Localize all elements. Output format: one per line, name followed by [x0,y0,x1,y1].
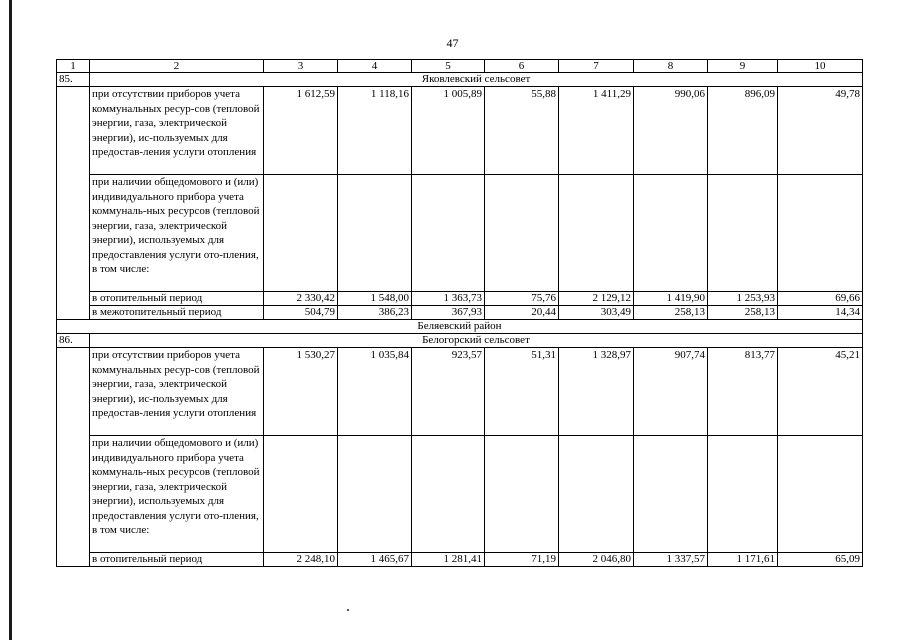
column-header: 3 [264,60,338,73]
table-cell: 2 129,12 [559,292,634,306]
table-row [57,175,863,292]
column-header: 5 [412,60,485,73]
table-cell: 75,76 [485,292,559,306]
table-cell [412,436,485,553]
table-row [57,306,863,320]
column-header: 10 [778,60,863,73]
table-cell: 1 548,00 [338,292,412,306]
row-label: в отопительный период [90,292,264,306]
index-spacer [57,87,90,320]
row-label: при наличии общедомового и (или) индивидуального прибора учета коммуналь-ных ресурсов (тепловой энергии, газа, электрической энергии), используемых для предоставления услуги ото-пления, в том числе: [90,175,264,292]
table-cell [708,175,778,292]
tariff-table [56,59,863,567]
table-cell [485,436,559,553]
table-cell: 45,21 [778,348,863,436]
table-cell [559,436,634,553]
column-header: 4 [338,60,412,73]
section-row [57,73,863,87]
table-cell: 990,06 [634,87,708,175]
column-header: 9 [708,60,778,73]
table-cell: 896,09 [708,87,778,175]
scan-speck [347,609,349,611]
table-cell [264,175,338,292]
table-cell: 1 530,27 [264,348,338,436]
page-number: 47 [446,36,459,50]
table-cell: 386,23 [338,306,412,320]
row-index: 86. [57,334,90,348]
page-edge-rule [9,0,12,640]
table-cell [338,175,412,292]
table-cell: 907,74 [634,348,708,436]
column-header: 8 [634,60,708,73]
table-cell: 1 612,59 [264,87,338,175]
section-row [57,334,863,348]
table-cell [264,436,338,553]
table-row [57,87,863,175]
table-cell [778,175,863,292]
table-cell: 1 005,89 [412,87,485,175]
column-header: 1 [57,60,90,73]
table-cell: 1 328,97 [559,348,634,436]
table-cell: 55,88 [485,87,559,175]
table-cell: 504,79 [264,306,338,320]
column-header: 6 [485,60,559,73]
district-row [57,320,863,334]
table-cell: 1 035,84 [338,348,412,436]
table-cell: 258,13 [634,306,708,320]
table-cell: 1 253,93 [708,292,778,306]
table-cell [412,175,485,292]
row-label: при отсутствии приборов учета коммунальных ресур-сов (тепловой энергии, газа, электрической энергии), ис-пользуемых для предостав-ления услуги отопления [90,87,264,175]
index-spacer [57,348,90,567]
table-cell: 923,57 [412,348,485,436]
row-label: при наличии общедомового и (или) индивидуального прибора учета коммуналь-ных ресурсов (тепловой энергии, газа, электрической энергии), используемых для предоставления услуги ото-пления, в том числе: [90,436,264,553]
column-number-row [57,60,863,73]
table-cell: 303,49 [559,306,634,320]
table-cell: 1 337,57 [634,553,708,567]
table-cell: 813,77 [708,348,778,436]
district-title: Беляевский район [57,320,863,334]
table-row [57,348,863,436]
table-cell [708,436,778,553]
table-cell: 1 465,67 [338,553,412,567]
table-cell: 367,93 [412,306,485,320]
row-label: в отопительный период [90,553,264,567]
table-cell: 2 046,80 [559,553,634,567]
table-cell [634,175,708,292]
table-cell: 1 118,16 [338,87,412,175]
column-header: 2 [90,60,264,73]
table-cell: 20,44 [485,306,559,320]
section-title: Белогорский сельсовет [90,334,863,348]
row-label: при отсутствии приборов учета коммунальных ресур-сов (тепловой энергии, газа, электрической энергии), ис-пользуемых для предостав-ления услуги отопления [90,348,264,436]
row-index: 85. [57,73,90,87]
table-cell: 1 171,61 [708,553,778,567]
table-cell: 1 411,29 [559,87,634,175]
table-cell: 51,31 [485,348,559,436]
table-cell [338,436,412,553]
row-label: в межотопительный период [90,306,264,320]
table-cell: 71,19 [485,553,559,567]
section-title: Яковлевский сельсовет [90,73,863,87]
table-cell: 1 281,41 [412,553,485,567]
table-cell: 2 330,42 [264,292,338,306]
table-cell: 2 248,10 [264,553,338,567]
table-cell: 69,66 [778,292,863,306]
table-cell: 49,78 [778,87,863,175]
table-row [57,553,863,567]
table-row [57,436,863,553]
table-cell: 258,13 [708,306,778,320]
table-cell: 1 419,90 [634,292,708,306]
table-cell: 14,34 [778,306,863,320]
table-cell [778,436,863,553]
table-row [57,292,863,306]
table-cell [485,175,559,292]
table-cell: 1 363,73 [412,292,485,306]
table-cell: 65,09 [778,553,863,567]
table-cell [559,175,634,292]
table-cell [634,436,708,553]
column-header: 7 [559,60,634,73]
